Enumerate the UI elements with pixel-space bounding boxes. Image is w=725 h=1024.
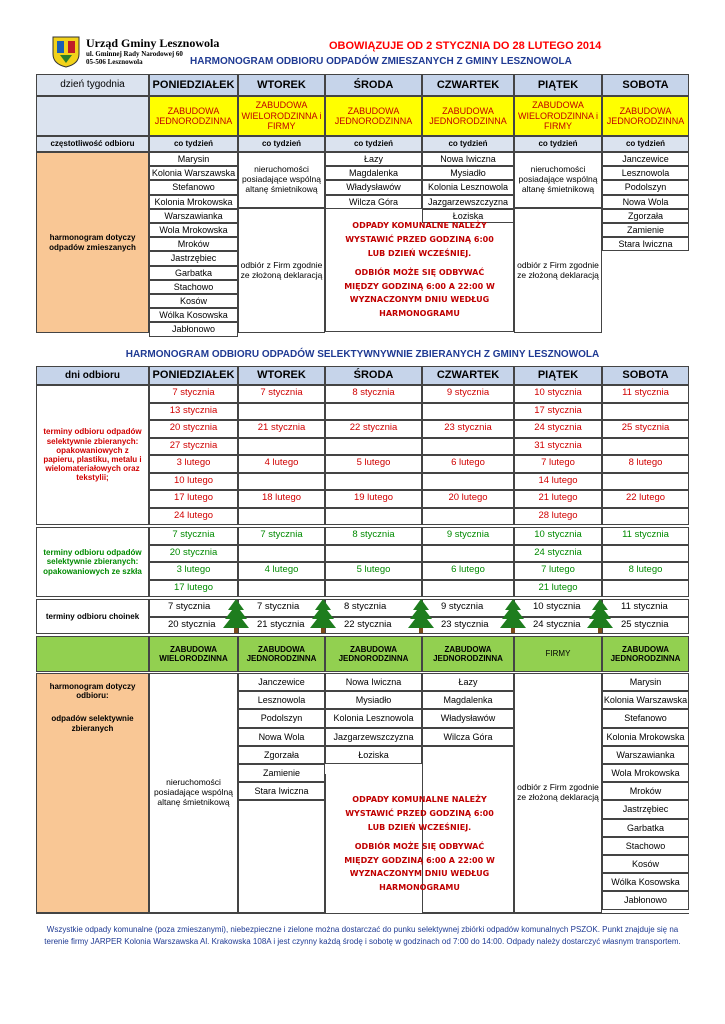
subtitle-selective-waste: HARMONOGRAM ODBIORU ODPADÓW SELEKTYWNYWNIE ZBIERANYCH Z GMINY LESZNOWOLA xyxy=(125,349,600,360)
village-cell: Łoziska xyxy=(325,746,422,764)
housing-type: ZABUDOWA JEDNORODZINNA xyxy=(602,636,689,672)
village-cell: Zamienie xyxy=(238,764,325,782)
village-cell: Janczewice xyxy=(602,152,689,166)
pickup-date xyxy=(602,545,689,563)
village-cell: Wola Mrokowska xyxy=(149,223,238,237)
pickup-date xyxy=(422,473,514,491)
pickup-date: 25 stycznia xyxy=(602,617,689,635)
pickup-date xyxy=(325,403,422,421)
village-cell: Garbatka xyxy=(149,266,238,280)
village-cell: Łazy xyxy=(422,673,514,691)
village-cell: Nowa Iwiczna xyxy=(325,673,422,691)
pickup-date: 4 lutego xyxy=(238,455,325,473)
village-cell: Marysin xyxy=(602,673,689,691)
village-cell: Nowa Wola xyxy=(602,195,689,209)
pickup-date: 6 lutego xyxy=(422,562,514,580)
frequency-label: częstotliwość odbioru xyxy=(36,136,149,152)
village-cell: Stara Iwiczna xyxy=(602,237,689,251)
village-cell: Wilcza Góra xyxy=(325,195,422,209)
pickup-date: 21 stycznia xyxy=(238,617,325,635)
pickup-date xyxy=(422,403,514,421)
pickup-date: 11 stycznia xyxy=(602,385,689,403)
day-header: CZWARTEK xyxy=(422,366,514,385)
housing-type: ZABUDOWA WIELORODZINNA i FIRMY xyxy=(238,96,325,136)
pickup-date: 7 stycznia xyxy=(238,599,325,617)
housing-type: ZABUDOWA WIELORODZINNA xyxy=(149,636,238,672)
notice-line: WYZNACZONYM DNIU WEDŁUG xyxy=(349,295,490,305)
village-cell: Garbatka xyxy=(602,819,689,837)
village-cell: Mysiadło xyxy=(422,166,514,180)
village-cell: Mroków xyxy=(602,782,689,800)
pickup-date xyxy=(238,545,325,563)
empty-type-label xyxy=(36,636,149,672)
village-cell: Kolonia Warszawska xyxy=(149,166,238,180)
village-cell: Stachowo xyxy=(602,837,689,855)
notice-line: HARMONOGRAMU xyxy=(379,882,460,892)
housing-type: ZABUDOWA JEDNORODZINNA xyxy=(422,636,514,672)
pickup-date: 9 stycznia xyxy=(422,599,514,617)
pickup-date: 7 stycznia xyxy=(149,385,238,403)
frequency-value: co tydzień xyxy=(149,136,238,152)
pickup-date: 20 stycznia xyxy=(149,420,238,438)
pickup-date: 3 lutego xyxy=(149,562,238,580)
housing-type: ZABUDOWA JEDNORODZINNA xyxy=(422,96,514,136)
empty-label-cell xyxy=(36,96,149,136)
monday-shared-bins-cell: nieruchomości posiadające wspólną altanę śmietnikową xyxy=(149,673,238,913)
day-header: CZWARTEK xyxy=(422,74,514,96)
village-cell: Mysiadło xyxy=(325,691,422,709)
pickup-date: 21 lutego xyxy=(514,490,602,508)
pickup-date: 8 lutego xyxy=(602,562,689,580)
pickup-date xyxy=(325,580,422,598)
pickup-date: 9 stycznia xyxy=(422,385,514,403)
village-cell: Nowa Wola xyxy=(238,728,325,746)
village-cell: Magdalenka xyxy=(422,691,514,709)
pickup-date: 8 lutego xyxy=(602,455,689,473)
day-header: ŚRODA xyxy=(325,366,422,385)
village-cell: Władysławów xyxy=(422,709,514,727)
pickup-date xyxy=(325,473,422,491)
pickup-date: 7 stycznia xyxy=(149,527,238,545)
village-cell: Warszawianka xyxy=(602,746,689,764)
pickup-date xyxy=(238,403,325,421)
pickup-date: 4 lutego xyxy=(238,562,325,580)
pickup-date: 24 stycznia xyxy=(514,545,602,563)
village-cell: Stefanowo xyxy=(149,180,238,194)
village-cell: Podolszyn xyxy=(602,180,689,194)
pickup-date: 10 stycznia xyxy=(514,527,602,545)
day-header: PONIEDZIAŁEK xyxy=(149,366,238,385)
notice-text-block-2 xyxy=(325,774,514,914)
village-cell: Wólka Kosowska xyxy=(602,873,689,891)
village-cell: Jazgarzewszczyzna xyxy=(325,728,422,746)
pickup-date: 7 lutego xyxy=(514,562,602,580)
pickup-date: 22 lutego xyxy=(602,490,689,508)
village-cell: Podolszyn xyxy=(238,709,325,727)
day-header: WTOREK xyxy=(238,366,325,385)
footer-note: Wszystkie odpady komunalne (poza zmieszanymi), niebezpieczne i zielone można dostarczać do punku selektywnej zbiórki odpadów komunalnych PSZOK. Punkt znajduje się na terenie firmy JARPER Kolonia Warszawska Al. Krakowska 108A i jest czynny każdą środę i sobotę w godzinach od 7:00 do 14:00. Odpady należy dostarczyć własnym transportem. xyxy=(44,925,681,946)
village-cell: Wilcza Góra xyxy=(422,728,514,746)
village-cell: Jabłonowo xyxy=(602,891,689,909)
pickup-date: 25 stycznia xyxy=(602,420,689,438)
pickup-date: 7 stycznia xyxy=(238,527,325,545)
pickup-date: 11 stycznia xyxy=(602,527,689,545)
village-cell: Kolonia Warszawska xyxy=(602,691,689,709)
subtitle-mixed-waste: HARMONOGRAM ODBIORU ODPADÓW ZMIESZANYCH Z GMINY LESZNOWOLA xyxy=(190,56,572,67)
pickup-date xyxy=(325,508,422,526)
day-header: PIĄTEK xyxy=(514,74,602,96)
notice-text-block xyxy=(325,208,514,332)
pickup-date: 22 stycznia xyxy=(325,617,422,635)
day-header: SOBOTA xyxy=(602,366,689,385)
housing-type: ZABUDOWA JEDNORODZINNA xyxy=(325,636,422,672)
pickup-date: 5 lutego xyxy=(325,562,422,580)
village-cell: Kosów xyxy=(149,294,238,308)
village-cell: Kolonia Mrokowska xyxy=(602,728,689,746)
pickup-date: 8 stycznia xyxy=(325,599,422,617)
housing-type: ZABUDOWA WIELORODZINNA i FIRMY xyxy=(514,96,602,136)
village-cell: Lesznowola xyxy=(238,691,325,709)
village-cell: Jastrzębiec xyxy=(149,251,238,265)
village-cell: Jastrzębiec xyxy=(602,800,689,818)
pickup-date: 21 stycznia xyxy=(238,420,325,438)
pickup-date xyxy=(602,403,689,421)
frequency-value: co tydzień xyxy=(422,136,514,152)
pickup-date: 17 lutego xyxy=(149,580,238,598)
pickup-date: 14 lutego xyxy=(514,473,602,491)
village-cell: Łazy xyxy=(325,152,422,166)
pickup-date xyxy=(238,438,325,456)
pickup-date xyxy=(238,473,325,491)
pickup-date: 28 lutego xyxy=(514,508,602,526)
pickup-date: 31 stycznia xyxy=(514,438,602,456)
pickup-date: 27 stycznia xyxy=(149,438,238,456)
pickup-date: 6 lutego xyxy=(422,455,514,473)
village-cell: Kolonia Lesznowola xyxy=(325,709,422,727)
notice-line: ODBIÓR MOŻE SIĘ ODBYWAĆ xyxy=(354,842,485,852)
pickup-date: 24 stycznia xyxy=(514,420,602,438)
pickup-date xyxy=(422,508,514,526)
mixed-waste-row-label: harmonogram dotyczy odpadów zmieszanych xyxy=(36,152,149,333)
pickup-date: 18 lutego xyxy=(238,490,325,508)
notice-line: ODBIÓR MOŻE SIĘ ODBYWAĆ xyxy=(354,268,485,278)
housing-type: ZABUDOWA JEDNORODZINNA xyxy=(238,636,325,672)
org-name: Urząd Gminy Lesznowola xyxy=(86,36,220,50)
village-cell: Mroków xyxy=(149,237,238,251)
christmas-tree-icon xyxy=(406,598,436,634)
pickup-date xyxy=(325,438,422,456)
pickup-date: 8 stycznia xyxy=(325,527,422,545)
pickup-date: 17 lutego xyxy=(149,490,238,508)
pickup-date: 17 stycznia xyxy=(514,403,602,421)
village-cell: Zgorzała xyxy=(602,209,689,223)
pickup-date: 5 lutego xyxy=(325,455,422,473)
housing-type: ZABUDOWA JEDNORODZINNA xyxy=(325,96,422,136)
address-line-1: ul. Gminnej Rady Narodowej 60 xyxy=(86,50,183,58)
day-header: PIĄTEK xyxy=(514,366,602,385)
pickup-date: 23 stycznia xyxy=(422,420,514,438)
glass-label: terminy odbioru odpadów selektywnie zbieranych: opakowaniowych ze szkła xyxy=(36,527,149,597)
village-cell: Kosów xyxy=(602,855,689,873)
village-cell: Warszawianka xyxy=(149,209,238,223)
notice-line: MIĘDZY GODZINĄ 6:00 A 22:00 W xyxy=(344,281,495,291)
village-cell: Kolonia Lesznowola xyxy=(422,180,514,194)
pickup-date xyxy=(422,580,514,598)
village-cell: Kolonia Mrokowska xyxy=(149,195,238,209)
pickup-date: 10 lutego xyxy=(149,473,238,491)
pickup-date xyxy=(238,580,325,598)
village-cell: Zgorzała xyxy=(238,746,325,764)
village-cell: Władysławów xyxy=(325,180,422,194)
tuesday-companies-cell: odbiór z Firm zgodnie ze złożoną deklaracją xyxy=(238,208,325,333)
pickup-date xyxy=(602,580,689,598)
tuesday-shared-bins-cell: nieruchomości posiadające wspólną altanę śmietnikową xyxy=(238,152,325,208)
pickup-date: 20 lutego xyxy=(422,490,514,508)
friday-companies-cell: odbiór z Firm zgodnie ze złożoną deklaracją xyxy=(514,208,602,333)
housing-type: ZABUDOWA JEDNORODZINNA xyxy=(149,96,238,136)
notice-line: WYSTAWIĆ PRZED GODZINĄ 6:00 xyxy=(345,235,494,245)
day-header: PONIEDZIAŁEK xyxy=(149,74,238,96)
village-cell: Janczewice xyxy=(238,673,325,691)
coat-of-arms-logo xyxy=(52,36,80,68)
pickup-date: 11 stycznia xyxy=(602,599,689,617)
pickup-date: 10 stycznia xyxy=(514,385,602,403)
notice-line: LUB DZIEŃ WCZEŚNIEJ. xyxy=(367,248,472,258)
notice-line: HARMONOGRAMU xyxy=(379,308,460,318)
pickup-date xyxy=(238,508,325,526)
pickup-date xyxy=(325,545,422,563)
pickup-date: 19 lutego xyxy=(325,490,422,508)
row-label-line: harmonogram dotyczy odbioru: xyxy=(49,682,136,701)
village-cell: Jabłonowo xyxy=(149,322,238,336)
housing-type: FIRMY xyxy=(514,636,602,672)
pickup-date: 7 stycznia xyxy=(238,385,325,403)
day-header: SOBOTA xyxy=(602,74,689,96)
village-cell: Stachowo xyxy=(149,280,238,294)
validity-notice: OBOWIĄZUJE OD 2 STYCZNIA DO 28 LUTEGO 2014 xyxy=(329,40,602,52)
notice-line: WYZNACZONYM DNIU WEDŁUG xyxy=(349,869,490,879)
housing-type: ZABUDOWA JEDNORODZINNA xyxy=(602,96,689,136)
selective-row-label xyxy=(36,673,149,913)
village-cell: Nowa Iwiczna xyxy=(422,152,514,166)
day-header: WTOREK xyxy=(238,74,325,96)
christmas-tree-icon xyxy=(585,598,615,634)
pickup-date xyxy=(602,473,689,491)
row-label-line: odpadów selektywnie zbieranych xyxy=(51,714,134,733)
frequency-value: co tydzień xyxy=(325,136,422,152)
pickup-date: 24 stycznia xyxy=(514,617,602,635)
pickup-date: 24 lutego xyxy=(149,508,238,526)
pickup-date: 20 stycznia xyxy=(149,617,238,635)
village-cell: Łoziska xyxy=(422,209,514,223)
frequency-value: co tydzień xyxy=(514,136,602,152)
pickup-date: 3 lutego xyxy=(149,455,238,473)
friday-shared-bins-cell: nieruchomości posiadające wspólną altanę śmietnikową xyxy=(514,152,602,208)
village-cell: Wola Mrokowska xyxy=(602,764,689,782)
pickup-days-label: dni odbioru xyxy=(36,366,149,385)
christmas-tree-label: terminy odbioru choinek xyxy=(36,599,149,634)
pickup-date: 9 stycznia xyxy=(422,527,514,545)
pickup-date xyxy=(602,438,689,456)
pickup-date: 22 stycznia xyxy=(325,420,422,438)
day-of-week-label: dzień tygodnia xyxy=(36,74,149,96)
recyclables-label: terminy odbioru odpadów selektywnie zbieranych: opakowaniowych z papieru, plastiku, metalu i wielomateriałowych oraz tekstylii; xyxy=(36,385,149,525)
pickup-date: 21 lutego xyxy=(514,580,602,598)
christmas-tree-icon xyxy=(221,598,251,634)
pickup-date xyxy=(602,508,689,526)
notice-line: MIĘDZY GODZINĄ 6:00 A 22:00 W xyxy=(344,855,495,865)
pickup-date: 10 stycznia xyxy=(514,599,602,617)
day-header: ŚRODA xyxy=(325,74,422,96)
village-cell: Stara Iwiczna xyxy=(238,782,325,800)
pickup-date: 8 stycznia xyxy=(325,385,422,403)
notice-line: ODPADY KOMUNALNE NALEŻY xyxy=(352,795,487,805)
pickup-date: 7 stycznia xyxy=(149,599,238,617)
village-cell: Stefanowo xyxy=(602,709,689,727)
pickup-date: 13 stycznia xyxy=(149,403,238,421)
notice-line: WYSTAWIĆ PRZED GODZINĄ 6:00 xyxy=(345,809,494,819)
pickup-date: 7 lutego xyxy=(514,455,602,473)
christmas-tree-icon xyxy=(498,598,528,634)
notice-line: LUB DZIEŃ WCZEŚNIEJ. xyxy=(367,822,472,832)
village-cell: Jazgarzewszczyzna xyxy=(422,195,514,209)
village-cell: Zamienie xyxy=(602,223,689,237)
address-line-2: 05-506 Lesznowola xyxy=(86,58,143,66)
pickup-date xyxy=(422,438,514,456)
village-cell: Lesznowola xyxy=(602,166,689,180)
pickup-date xyxy=(422,545,514,563)
empty-cell xyxy=(238,800,325,913)
pickup-date: 23 stycznia xyxy=(422,617,514,635)
village-cell: Magdalenka xyxy=(325,166,422,180)
pickup-date: 20 stycznia xyxy=(149,545,238,563)
friday-companies-cell: odbiór z Firm zgodnie ze złożoną deklaracją xyxy=(514,673,602,913)
village-cell: Marysin xyxy=(149,152,238,166)
christmas-tree-icon xyxy=(308,598,338,634)
frequency-value: co tydzień xyxy=(238,136,325,152)
frequency-value: co tydzień xyxy=(602,136,689,152)
notice-line: ODPADY KOMUNALNE NALEŻY xyxy=(352,221,487,231)
village-cell: Wólka Kosowska xyxy=(149,308,238,322)
